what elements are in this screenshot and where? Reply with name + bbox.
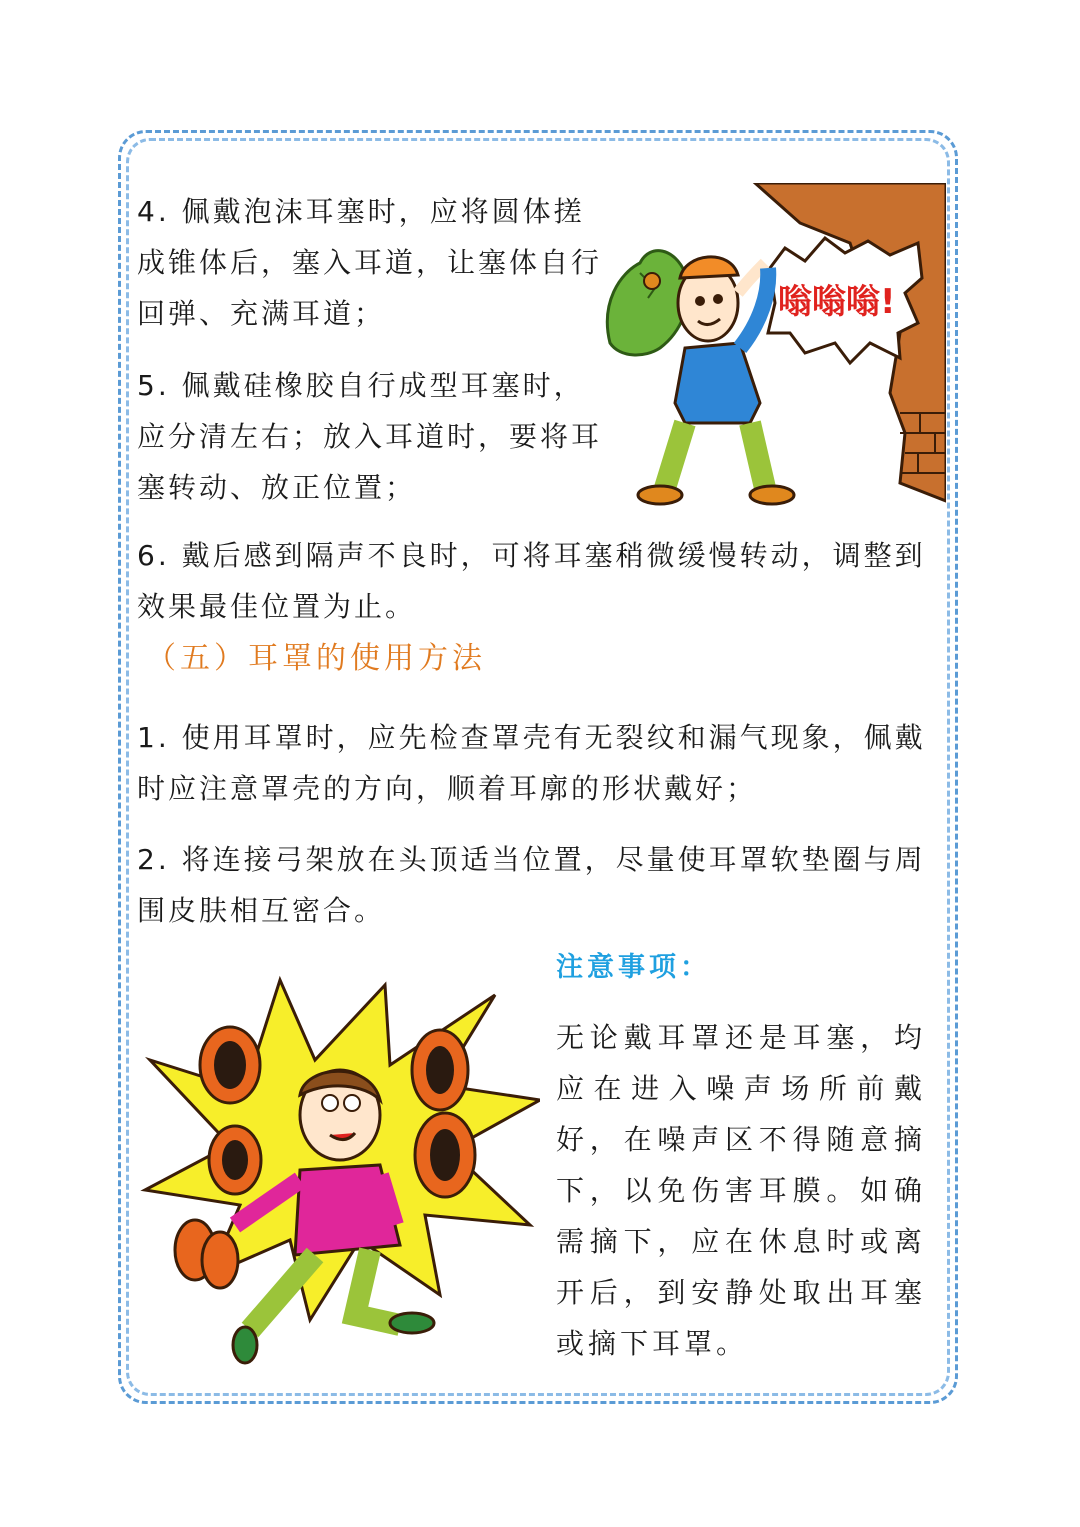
note-title: 注意事项：: [556, 952, 711, 983]
earplug-step-4: 4. 佩戴泡沫耳塞时，应将圆体搓成锥体后，塞入耳道，让塞体自行回弹、充满耳道；: [137, 195, 603, 330]
noise-burst: [768, 238, 922, 363]
noise-sign-text: 嗡嗡嗡!: [778, 282, 896, 322]
earplug-step-6: 6. 戴后感到隔声不良时，可将耳塞稍微缓慢转动，调整到效果最佳位置为止。: [137, 539, 926, 623]
earmuff-step-1: 1. 使用耳罩时，应先检查罩壳有无裂纹和漏气现象，佩戴时应注意罩壳的方向，顺着耳廓的形状戴好；: [137, 721, 926, 805]
section-heading: （五）耳罩的使用方法: [146, 641, 486, 676]
earmuff-step-2: 2. 将连接弓架放在头顶适当位置，尽量使耳罩软垫圈与周围皮肤相互密合。: [137, 843, 926, 927]
earplug-step-5: 5. 佩戴硅橡胶自行成型耳塞时，应分清左右；放入耳道时，要将耳塞转动、放正位置；: [137, 369, 603, 504]
green-bush: [607, 251, 688, 355]
earmuff-cartoon-illustration: [140, 975, 540, 1380]
note-body: 无论戴耳罩还是耳塞，均应在进入噪声场所前戴好，在噪声区不得随意摘下，以免伤害耳膜。如确需摘下，应在休息时或离开后，到安静处取出耳塞或摘下耳罩。: [556, 1021, 926, 1360]
earplug-cartoon-illustration: [600, 183, 946, 513]
